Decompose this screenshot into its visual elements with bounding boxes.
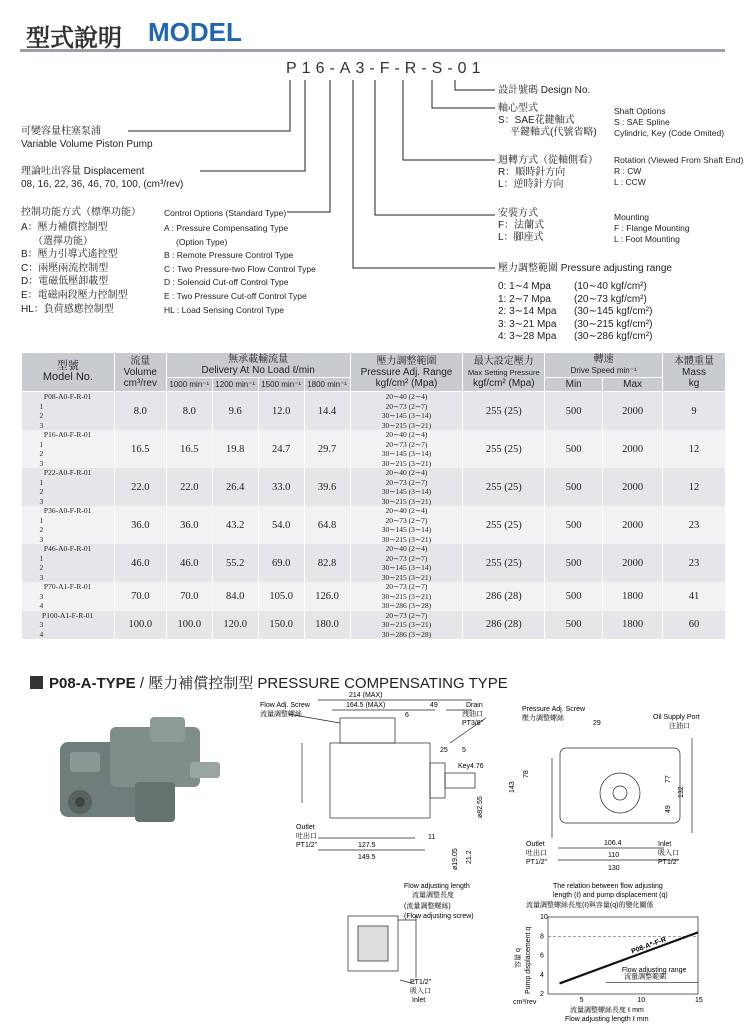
control-list-en	[164, 223, 316, 318]
title-en: MODEL	[148, 17, 242, 47]
cell-d1500: 69.0	[258, 544, 304, 582]
control-item-en: B : Remote Pressure Control Type	[164, 250, 294, 261]
cell-model: P46-A0-F-R-01	[22, 544, 115, 554]
cell-model: 4	[22, 601, 115, 611]
bottom-en: Inlet	[412, 997, 426, 1004]
cell-d1800: 82.8	[304, 544, 350, 582]
rotation-en-line: L : CCW	[614, 177, 646, 187]
cell-maxp: 286 (28)	[463, 582, 545, 611]
shaft-en-line: Cylindric, Key (Code Omited)	[614, 128, 725, 138]
section-title-bold: P08-A-TYPE	[49, 675, 136, 692]
graph-xtick: 15	[695, 997, 703, 1004]
control-item: HL：負荷感應控制型	[21, 303, 114, 315]
dim-29: 29	[593, 720, 601, 727]
th-volume-zh: 流量	[130, 355, 151, 367]
pressure-item	[498, 289, 652, 305]
dim-106-4: 106.4	[604, 840, 622, 847]
shaft-zh-line: 平鍵軸式(代號省略)	[510, 127, 597, 138]
th-mass-en: Mass	[682, 366, 706, 378]
dim-49b: 49	[665, 805, 672, 813]
cell-smin: 500	[545, 430, 603, 468]
cell-model: P100-A1-F-R-01	[22, 611, 115, 621]
pump-zh: 可變容量柱塞泵浦	[21, 126, 101, 137]
cell-d1000: 70.0	[166, 582, 212, 611]
key-dim: Key4.76	[458, 763, 484, 770]
cell-volume: 8.0	[114, 392, 166, 431]
cell-pressure-range: 30∼215 (3∼21)	[350, 421, 463, 431]
cell-d1200: 9.6	[212, 392, 258, 431]
dim-164-5: 164.5 (MAX)	[346, 702, 386, 709]
graph-ytick: 6	[540, 952, 544, 960]
flow-graph	[508, 878, 740, 1026]
shaft-zh-line: S：SAE花鍵軸式	[498, 115, 575, 126]
cell-pressure-range: 30∼215 (3∼21)	[350, 497, 463, 507]
cell-d1000: 46.0	[166, 544, 212, 582]
pressure-title: 壓力調整範圍 Pressure adjusting range	[498, 263, 672, 274]
control-item-en: E : Two Pressure Cut-off Control Type	[164, 290, 307, 301]
mounting-en-line: F : Flange Mounting	[614, 223, 690, 233]
pump-en: Variable Volume Piston Pump	[21, 139, 153, 150]
cell-model: 2	[22, 487, 115, 497]
cell-model: 2	[22, 563, 115, 573]
cell-pressure-range: 20∼40 (2∼4)	[350, 506, 463, 516]
th-press-en: Pressure Adj. Range	[360, 366, 453, 378]
control-item: D：電磁低壓卸載型	[21, 276, 109, 288]
th-max-unit: kgf/cm² (Mpa)	[472, 377, 535, 389]
cell-d1500: 12.0	[258, 392, 304, 431]
cell-volume: 22.0	[114, 468, 166, 506]
graph-yunit: cm³/rev	[513, 999, 537, 1006]
pressure-kgf: (30∼286 kgf/cm²)	[574, 331, 653, 342]
cell-smin: 500	[545, 544, 603, 582]
table-row	[22, 506, 726, 516]
cell-pressure-range: 30∼215 (3∼21)	[350, 620, 463, 630]
control-list-zh	[21, 222, 128, 317]
cell-d1000: 100.0	[166, 611, 212, 640]
cell-pressure-range: 20∼73 (2∼7)	[350, 516, 463, 526]
cell-pressure-range: 30∼145 (3∼14)	[350, 563, 463, 573]
dim-78: 78	[523, 770, 530, 778]
cell-maxp: 286 (28)	[463, 611, 545, 640]
th-speed	[545, 353, 663, 378]
cell-d1200: 84.0	[212, 582, 258, 611]
th-model	[22, 353, 115, 392]
graph-title-zh: 流量調整螺絲長度(ℓ)與容量(q)的變化關係	[526, 902, 654, 909]
th-max-zh: 最大設定壓力	[473, 355, 534, 367]
cell-pressure-range: 20∼73 (2∼7)	[350, 478, 463, 488]
shaft-en-line: S : SAE Spline	[614, 117, 670, 127]
pressure-code: 2: 3∼14 Mpa	[498, 306, 557, 317]
dim-6: 6	[405, 712, 409, 719]
pump-photo	[40, 712, 230, 837]
th-press-unit: kgf/cm² (Mpa)	[375, 377, 438, 389]
th-delivery-zh: 無承載輸流量	[228, 354, 289, 365]
pressure-code: 3: 3∼21 Mpa	[498, 318, 557, 330]
cell-mass: 12	[663, 468, 726, 506]
dim-49: 49	[430, 702, 438, 709]
table-row	[22, 544, 726, 554]
mounting-en-line: L : Foot Mounting	[614, 234, 680, 244]
cell-model: 1	[22, 516, 115, 526]
cell-pressure-range: 20∼73 (2∼7)	[350, 440, 463, 450]
outlet-en: Outlet	[296, 824, 315, 831]
cell-d1800: 64.8	[304, 506, 350, 544]
dim-143: 143	[509, 781, 516, 793]
cell-model: 2	[22, 449, 115, 459]
cell-volume: 46.0	[114, 544, 166, 582]
pressure-kgf: (30∼215 kgf/cm²)	[574, 318, 653, 330]
cell-d1200: 120.0	[212, 611, 258, 640]
th-speed-en: Drive Speed min⁻¹	[570, 366, 637, 375]
pump-image-icon	[60, 717, 220, 822]
control-item-en: A : Pressure Compensating Type	[164, 223, 289, 233]
cell-model: 3	[22, 620, 115, 630]
th-delivery	[166, 353, 350, 378]
section-view-lines	[348, 916, 416, 984]
drain-zh: 洩油口	[462, 711, 483, 718]
cell-pressure-range: 20∼73 (2∼7)	[350, 554, 463, 564]
cell-model: 3	[22, 573, 115, 583]
dim-21-2: 21.2	[466, 850, 473, 864]
cell-model: 1	[22, 440, 115, 450]
cell-d1500: 33.0	[258, 468, 304, 506]
rotation-zh-line: 迴轉方式（從軸側看）	[498, 155, 598, 166]
graph-xlabel-en: Flow adjusting length ℓ mm	[565, 1016, 649, 1023]
cell-d1500: 54.0	[258, 506, 304, 544]
cell-smax: 2000	[603, 544, 663, 582]
cell-maxp: 255 (25)	[463, 430, 545, 468]
pressure-kgf: (10∼40 kgf/cm²)	[574, 281, 647, 292]
cell-mass: 23	[663, 506, 726, 544]
graph-xtick: 5	[579, 997, 584, 1004]
side-press-zh: 壓力調整螺絲	[522, 715, 564, 722]
dim-149-5: 149.5	[358, 854, 376, 861]
square-bullet-icon	[30, 676, 43, 689]
shaft-en-line: Shaft Options	[614, 106, 666, 116]
cell-model: 3	[22, 421, 115, 431]
dim-110: 110	[608, 852, 620, 859]
cell-pressure-range: 20∼73 (2∼7)	[350, 402, 463, 412]
cell-pressure-range: 30∼215 (3∼21)	[350, 573, 463, 583]
cell-smin: 500	[545, 392, 603, 431]
cell-model: P22-A0-F-R-01	[22, 468, 115, 478]
bottom-zh: 吸入口	[410, 988, 431, 995]
cell-smax: 2000	[603, 468, 663, 506]
cell-d1500: 150.0	[258, 611, 304, 640]
dia-shaft: ø82.55	[477, 796, 484, 818]
cell-d1200: 19.8	[212, 430, 258, 468]
th-speed-1500: 1500 min⁻¹	[258, 378, 304, 392]
mounting-en	[614, 212, 690, 245]
flow-screw-zh: 流量調整螺絲	[260, 711, 302, 718]
fal-en2: (Flow adjusting screw)	[404, 913, 474, 920]
th-volume	[114, 353, 166, 392]
graph-title-1: The relation between flow adjusting	[553, 883, 663, 890]
dim-132: 132	[678, 786, 685, 798]
cell-d1200: 55.2	[212, 544, 258, 582]
control-item: E：電磁兩段壓力控制型	[21, 289, 128, 301]
cell-pressure-range: 30∼215 (3∼21)	[350, 535, 463, 545]
cell-d1800: 39.6	[304, 468, 350, 506]
th-delivery-en: Delivery At No Load ℓ/min	[201, 365, 315, 376]
pressure-kgf: (30∼145 kgf/cm²)	[574, 306, 653, 317]
cell-maxp: 255 (25)	[463, 468, 545, 506]
cell-d1000: 16.5	[166, 430, 212, 468]
cell-pressure-range: 30∼145 (3∼14)	[350, 449, 463, 459]
control-title-zh: 控制功能方式（標準功能）	[21, 207, 141, 218]
pressure-item	[498, 314, 653, 330]
cell-maxp: 255 (25)	[463, 544, 545, 582]
cell-pressure-range: 20∼73 (2∼7)	[350, 611, 463, 621]
cell-pressure-range: 30∼286 (3∼28)	[350, 630, 463, 640]
graph-plot	[540, 914, 703, 1004]
fal-en: Flow adjusting length	[404, 883, 470, 890]
graph-ylabel-zh: 容量 q	[515, 948, 522, 968]
graph-series-label: P08-A*-F-R	[630, 936, 668, 956]
spec-table	[21, 352, 726, 639]
pressure-list	[498, 276, 653, 342]
control-item-en: C : Two Pressure-two Flow Control Type	[164, 263, 316, 274]
rotation-zh	[498, 155, 598, 191]
control-item-en: (Option Type)	[176, 236, 228, 247]
table-row	[22, 611, 726, 621]
control-item: A：壓力補償控制型	[21, 222, 108, 233]
cell-d1800: 29.7	[304, 430, 350, 468]
design-number: 設計號碼 Design No.	[498, 85, 591, 96]
fal-zh2: (流量調整螺絲)	[404, 903, 451, 910]
dim-25: 25	[440, 747, 448, 754]
pressure-item	[498, 326, 653, 342]
graph-ytick: 10	[540, 914, 548, 921]
th-pressure	[350, 353, 463, 392]
cell-model: 1	[22, 554, 115, 564]
cell-d1800: 14.4	[304, 392, 350, 431]
inlet-en: Inlet	[658, 841, 672, 848]
shaft-en	[614, 106, 724, 139]
control-item: （選擇功能）	[33, 235, 93, 247]
th-max: Max	[603, 378, 663, 392]
cell-mass: 23	[663, 544, 726, 582]
front-view-lines	[288, 700, 486, 850]
cell-model: 3	[22, 459, 115, 469]
cell-d1800: 180.0	[304, 611, 350, 640]
cell-d1200: 26.4	[212, 468, 258, 506]
graph-range-label-zh: 流量調整範圍	[624, 973, 667, 981]
drain-pt: PT3/8"	[462, 720, 484, 727]
cell-d1500: 105.0	[258, 582, 304, 611]
cell-model: 3	[22, 535, 115, 545]
graph-xtick: 10	[637, 997, 646, 1004]
section-title-rest: / 壓力補償控制型 PRESSURE COMPENSATING TYPE	[135, 675, 508, 692]
rotation-en	[614, 155, 743, 188]
table-row	[22, 392, 726, 402]
cell-maxp: 255 (25)	[463, 506, 545, 544]
cell-smin: 500	[545, 506, 603, 544]
model-code: P16-A3-F-R-S-01	[286, 60, 486, 77]
cell-pressure-range: 20∼40 (2∼4)	[350, 544, 463, 554]
outlet2-pt: PT1/2"	[526, 859, 548, 866]
outlet-pt: PT1/2"	[296, 842, 318, 849]
cell-mass: 9	[663, 392, 726, 431]
cell-d1200: 43.2	[212, 506, 258, 544]
th-mass-zh: 本體重量	[674, 355, 714, 367]
th-mass-unit: kg	[688, 377, 700, 389]
title-zh: 型式說明	[26, 24, 122, 52]
cell-model: P16-A0-F-R-01	[22, 430, 115, 440]
inlet-zh: 吸入口	[658, 850, 679, 857]
dim-130: 130	[608, 865, 620, 872]
cell-d1000: 22.0	[166, 468, 212, 506]
cell-model: P36-A0-F-R-01	[22, 506, 115, 516]
mounting-zh-line: L：腳座式	[498, 232, 544, 243]
rotation-zh-line: R：順時針方向	[498, 167, 566, 178]
table-row	[22, 430, 726, 440]
cell-smax: 2000	[603, 430, 663, 468]
cell-model: 4	[22, 630, 115, 640]
cell-pressure-range: 30∼145 (3∼14)	[350, 525, 463, 535]
cell-pressure-range: 30∼215 (3∼21)	[350, 459, 463, 469]
inlet-pt: PT1/2"	[658, 859, 680, 866]
dim-11: 11	[428, 834, 436, 841]
graph-ylabel-en: Pump displacement q	[525, 926, 532, 994]
th-speed-1200: 1200 min⁻¹	[212, 378, 258, 392]
cell-volume: 100.0	[114, 611, 166, 640]
cell-smin: 500	[545, 611, 603, 640]
cell-pressure-range: 30∼286 (3∼28)	[350, 601, 463, 611]
cell-d1500: 24.7	[258, 430, 304, 468]
table-row	[22, 468, 726, 478]
th-mass	[663, 353, 726, 392]
cell-d1000: 8.0	[166, 392, 212, 431]
cell-model: P70-A1-F-R-01	[22, 582, 115, 592]
dia-19: ø19.05	[452, 848, 459, 870]
cell-model: 1	[22, 402, 115, 412]
th-speed-zh: 轉速	[593, 354, 614, 365]
table-row	[22, 582, 726, 592]
cell-smax: 1800	[603, 611, 663, 640]
graph-title-2: length (ℓ) and pump displacement (q)	[553, 892, 668, 899]
cell-smin: 500	[545, 468, 603, 506]
th-speed-1000: 1000 min⁻¹	[166, 378, 212, 392]
shaft-zh	[498, 103, 597, 139]
cell-mass: 12	[663, 430, 726, 468]
cell-pressure-range: 30∼145 (3∼14)	[350, 411, 463, 421]
graph-ytick: 2	[540, 991, 544, 998]
cell-volume: 36.0	[114, 506, 166, 544]
bottom-pt: PT1/2"	[410, 979, 432, 986]
mounting-zh-line: 安裝方式	[498, 208, 538, 219]
th-volume-en: Volume	[123, 366, 157, 378]
cell-model: 2	[22, 411, 115, 421]
mounting-en-line: Mounting	[614, 212, 649, 222]
control-item-en: D : Solenoid Cut-off Control Type	[164, 277, 289, 288]
flow-screw-en: Flow Adj. Screw	[260, 702, 310, 709]
th-model-zh: 型號	[56, 360, 79, 372]
pressure-code: 4: 3∼28 Mpa	[498, 331, 557, 342]
outlet-zh: 吐出口	[296, 833, 317, 840]
cell-model: 1	[22, 478, 115, 488]
cell-volume: 70.0	[114, 582, 166, 611]
drain-en: Drain	[466, 702, 483, 709]
graph-range-label-en: Flow adjusting range	[621, 966, 687, 974]
graph-ytick: 4	[540, 971, 544, 979]
th-speed-1800: 1800 min⁻¹	[304, 378, 350, 392]
outlet2-en: Outlet	[526, 841, 545, 848]
mounting-zh	[498, 208, 544, 244]
th-volume-unit: cm³/rev	[123, 377, 157, 389]
cell-smax: 2000	[603, 506, 663, 544]
spec-body	[22, 392, 726, 640]
cell-d1800: 126.0	[304, 582, 350, 611]
graph-ytick: 8	[540, 933, 544, 941]
cell-smax: 2000	[603, 392, 663, 431]
mounting-zh-line: F：法蘭式	[498, 220, 545, 231]
shaft-zh-line: 軸心型式	[498, 103, 538, 114]
th-press-zh: 壓力調整範圍	[376, 355, 437, 367]
side-press-en: Pressure Adj. Screw	[522, 706, 586, 713]
pressure-item	[498, 276, 652, 292]
cell-model: 3	[22, 497, 115, 507]
pressure-code: 1: 2∼7 Mpa	[498, 293, 551, 305]
pressure-item	[498, 301, 653, 317]
th-max-en: Max Setting Pressure	[467, 367, 540, 377]
cell-model: 2	[22, 525, 115, 535]
outlet2-zh: 吐出口	[526, 850, 547, 857]
cell-mass: 41	[663, 582, 726, 611]
cell-model: P08-A0-F-R-01	[22, 392, 115, 402]
fal-zh: 流量調整長度	[412, 892, 454, 899]
displacement-title: 理論吐出容量 Displacement	[21, 166, 145, 177]
cell-smin: 500	[545, 582, 603, 611]
cell-mass: 60	[663, 611, 726, 640]
rotation-en-line: R : CW	[614, 166, 642, 176]
rotation-zh-line: L：逆時針方向	[498, 179, 564, 190]
cell-model: 3	[22, 592, 115, 602]
cell-maxp: 255 (25)	[463, 392, 545, 431]
control-item: C：兩壓兩流控制型	[21, 262, 109, 274]
dim-214: 214 (MAX)	[349, 692, 383, 699]
cell-pressure-range: 20∼73 (2∼7)	[350, 582, 463, 592]
dim-127-5: 127.5	[358, 842, 376, 849]
pressure-code: 0: 1∼4 Mpa	[498, 281, 551, 292]
cell-smax: 1800	[603, 582, 663, 611]
cell-pressure-range: 20∼40 (2∼4)	[350, 430, 463, 440]
cell-pressure-range: 20∼40 (2∼4)	[350, 392, 463, 402]
cell-d1000: 36.0	[166, 506, 212, 544]
control-title-en: Control Options (Standard Type)	[164, 208, 287, 218]
pressure-kgf: (20∼73 kgf/cm²)	[574, 293, 647, 305]
displacement-values: 08, 16, 22, 36, 46, 70, 100, (cm³/rev)	[21, 179, 184, 190]
cell-pressure-range: 30∼215 (3∼21)	[350, 592, 463, 602]
oil-en: Oil Supply Port	[653, 714, 700, 721]
control-item: B：壓力引導式遙控型	[21, 249, 118, 261]
cell-volume: 16.5	[114, 430, 166, 468]
th-min: Min	[545, 378, 603, 392]
control-item-en: HL : Load Sensing Control Type	[164, 304, 285, 315]
cell-pressure-range: 30∼145 (3∼14)	[350, 487, 463, 497]
dim-77: 77	[665, 775, 672, 783]
rotation-en-line: Rotation (Viewed From Shaft End)	[614, 155, 744, 165]
cell-pressure-range: 20∼40 (2∼4)	[350, 468, 463, 478]
th-model-en: Model No.	[42, 371, 93, 383]
graph-xlabel-zh: 流量調整螺絲長度 ℓ mm	[570, 1007, 644, 1014]
oil-zh: 注油口	[669, 723, 690, 730]
th-max-setting	[463, 353, 545, 392]
dim-5: 5	[462, 747, 466, 754]
